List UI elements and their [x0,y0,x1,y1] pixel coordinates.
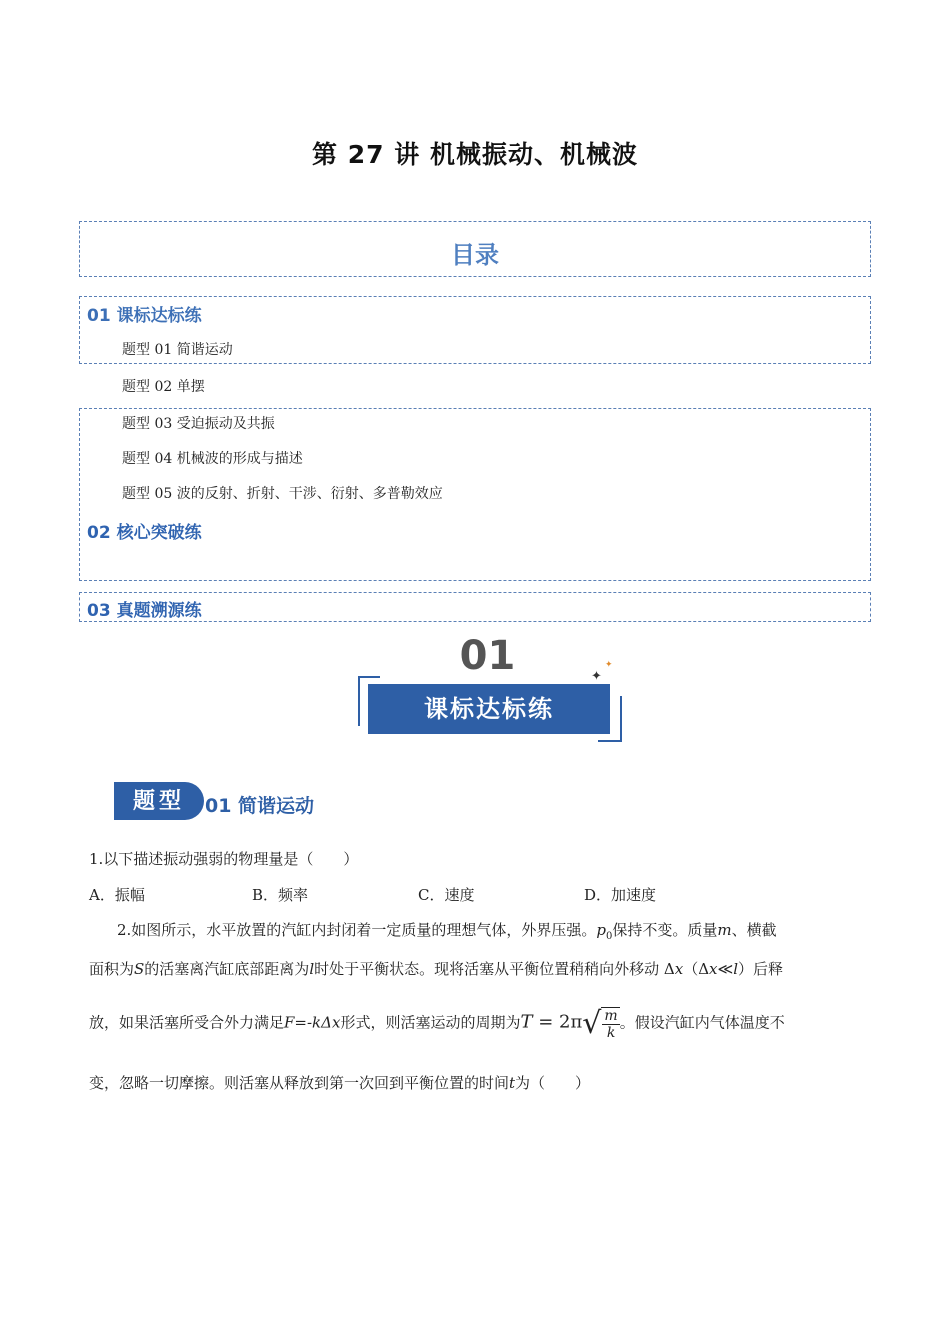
banner-number: 01 [459,633,516,679]
formula-fraction: $\frac{m}{k}$ [604,1007,618,1041]
type-tag: 题型 [114,782,204,820]
question-1-option-b[interactable]: B．频率 [252,886,309,904]
question-1-option-a[interactable]: A．振幅 [89,886,145,904]
question-1-stem: 1.以下描述振动强弱的物理量是（ ） [89,850,359,868]
question-2-line-1: 2.如图所示，水平放置的汽缸内封闭着一定质量的理想气体，外界压强。$p_0$保持不变。质量m、横截 [117,921,777,942]
toc-section-03[interactable]: 03 真题溯源练 [87,601,202,621]
question-2-line-4: 变，忽略一切摩擦。则活塞从释放到第一次回到平衡位置的时间t为（ ） [89,1074,591,1092]
question-1-option-c[interactable]: C．速度 [418,886,475,904]
toc-item-type02[interactable]: 题型 02 单摆 [122,379,205,395]
formula-T: T [520,1011,533,1033]
question-2-line-2: 面积为S的活塞离汽缸底部距离为l时处于平衡状态。现将活塞从平衡位置稍稍向外移动 Δx（Δx≪l）后释 [89,960,784,978]
type-title: 01 简谐运动 [205,795,315,817]
question-2-line-3: 放，如果活塞所受合外力满足F=-kΔx形式，则活塞运动的周期为T = 2π√ $\frac{m}{k}$ 。假设汽缸内气体温度不 [89,1006,785,1041]
banner-label: 课标达标练 [368,684,610,734]
toc-item-type05[interactable]: 题型 05 波的反射、折射、干涉、衍射、多普勒效应 [122,486,443,502]
sqrt-symbol: √ [582,1006,602,1041]
toc-item-type01[interactable]: 题型 01 简谐运动 [122,342,233,358]
question-1-option-d[interactable]: D．加速度 [584,886,657,904]
sparkle-icon: ✦ [591,669,602,684]
toc-item-type03[interactable]: 题型 03 受迫振动及共振 [122,416,275,432]
toc-section-02[interactable]: 02 核心突破练 [87,523,202,543]
sparkle-small-icon: ✦ [605,660,613,670]
toc-item-type04[interactable]: 题型 04 机械波的形成与描述 [122,451,303,467]
toc-section-01[interactable]: 01 课标达标练 [87,306,202,326]
page-title: 第 27 讲 机械振动、机械波 [312,140,638,169]
toc-heading: 目录 [451,241,499,269]
